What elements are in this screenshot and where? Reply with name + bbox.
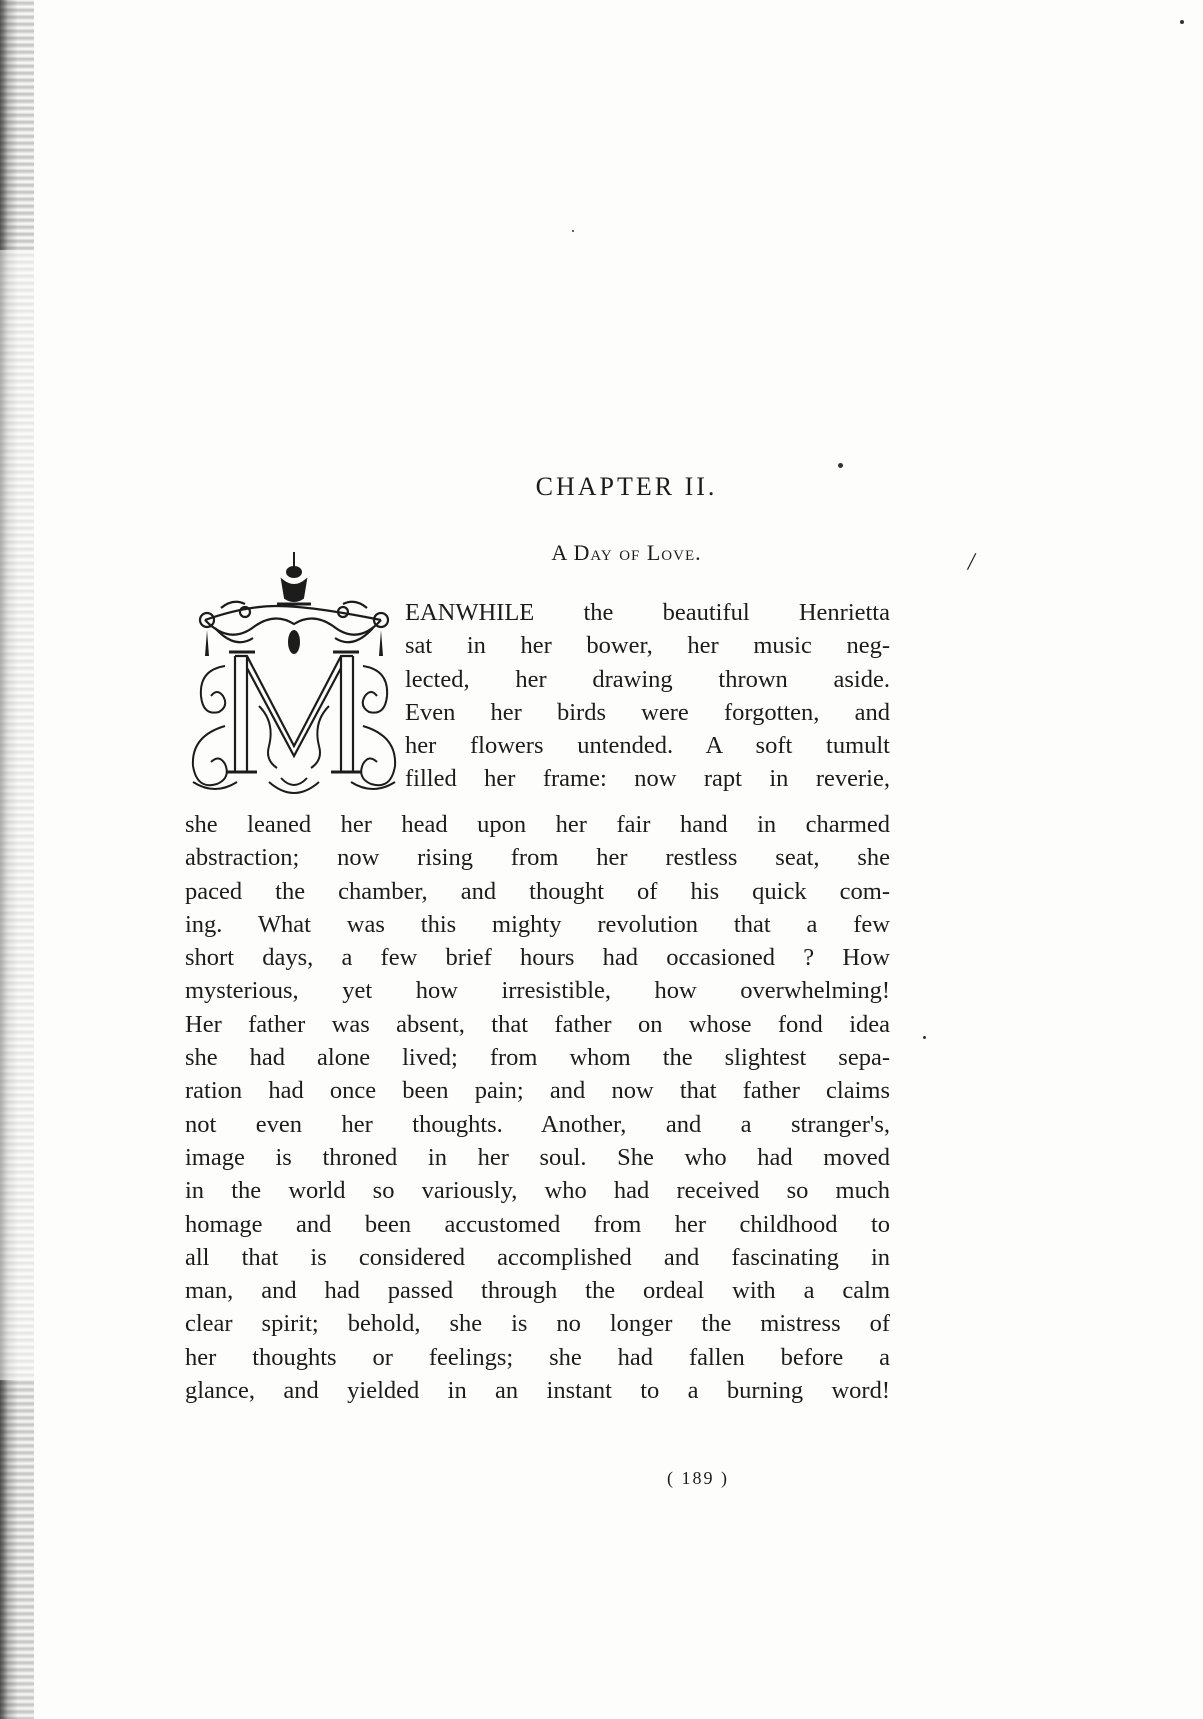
- text-line: sat in her bower, her music neg-: [405, 632, 890, 660]
- text-line: all that is considered accomplished and fascinating in: [185, 1243, 890, 1271]
- scan-speck: [1180, 20, 1184, 24]
- chapter-text: [185, 596, 890, 1407]
- text-line: image is throned in her soul. She who had moved: [185, 1143, 890, 1171]
- stray-pen-mark: /: [966, 546, 978, 577]
- scan-speck: [572, 230, 574, 232]
- paragraph-body: [185, 808, 890, 1407]
- page-number: ( 189 ): [667, 1468, 729, 1488]
- text-line: EANWHILE the beautiful Henrietta: [405, 599, 890, 626]
- text-line: she leaned her head upon her fair hand in charmed: [185, 811, 890, 838]
- text-line: paced the chamber, and thought of his quick com-: [185, 877, 890, 905]
- text-line: in the world so variously, who had received so much: [185, 1177, 890, 1205]
- text-line: mysterious, yet how irresistible, how overwhelming!: [185, 977, 890, 1005]
- binding-edge-bottom: [0, 1380, 34, 1719]
- text-line: abstraction; now rising from her restless seat, she: [185, 844, 890, 872]
- scan-speck: [923, 1036, 926, 1039]
- text-line: ing. What was this mighty revolution that a few: [185, 910, 890, 938]
- text-line: lected, her drawing thrown aside.: [405, 665, 890, 693]
- text-line: glance, and yielded in an instant to a burning word!: [185, 1377, 890, 1405]
- text-line: not even her thoughts. Another, and a stranger's,: [185, 1110, 890, 1138]
- text-line: Her father was absent, that father on whose fond idea: [185, 1010, 890, 1038]
- dropcap-ornament-icon: [185, 546, 403, 808]
- chapter-title: CHAPTER II.: [535, 472, 718, 501]
- text-line: filled her frame: now rapt in reverie,: [405, 765, 890, 793]
- scan-speck: [838, 463, 843, 468]
- ornamental-dropcap-m: [185, 546, 403, 808]
- text-line: her flowers untended. A soft tumult: [405, 732, 890, 760]
- text-line: ration had once been pain; and now that father claims: [185, 1077, 890, 1105]
- text-line: clear spirit; behold, she is no longer the mistress of: [185, 1310, 890, 1338]
- text-line: her thoughts or feelings; she had fallen before a: [185, 1343, 890, 1371]
- text-line: she had alone lived; from whom the slightest sepa-: [185, 1044, 890, 1072]
- text-line: homage and been accustomed from her childhood to: [185, 1210, 890, 1238]
- chapter-subtitle: A Day of Love.: [551, 540, 702, 565]
- binding-edge-top: [0, 0, 34, 250]
- text-line: short days, a few brief hours had occasioned ? How: [185, 944, 890, 972]
- text-line: Even her birds were forgotten, and: [405, 698, 890, 726]
- text-line: man, and had passed through the ordeal with a calm: [185, 1277, 890, 1305]
